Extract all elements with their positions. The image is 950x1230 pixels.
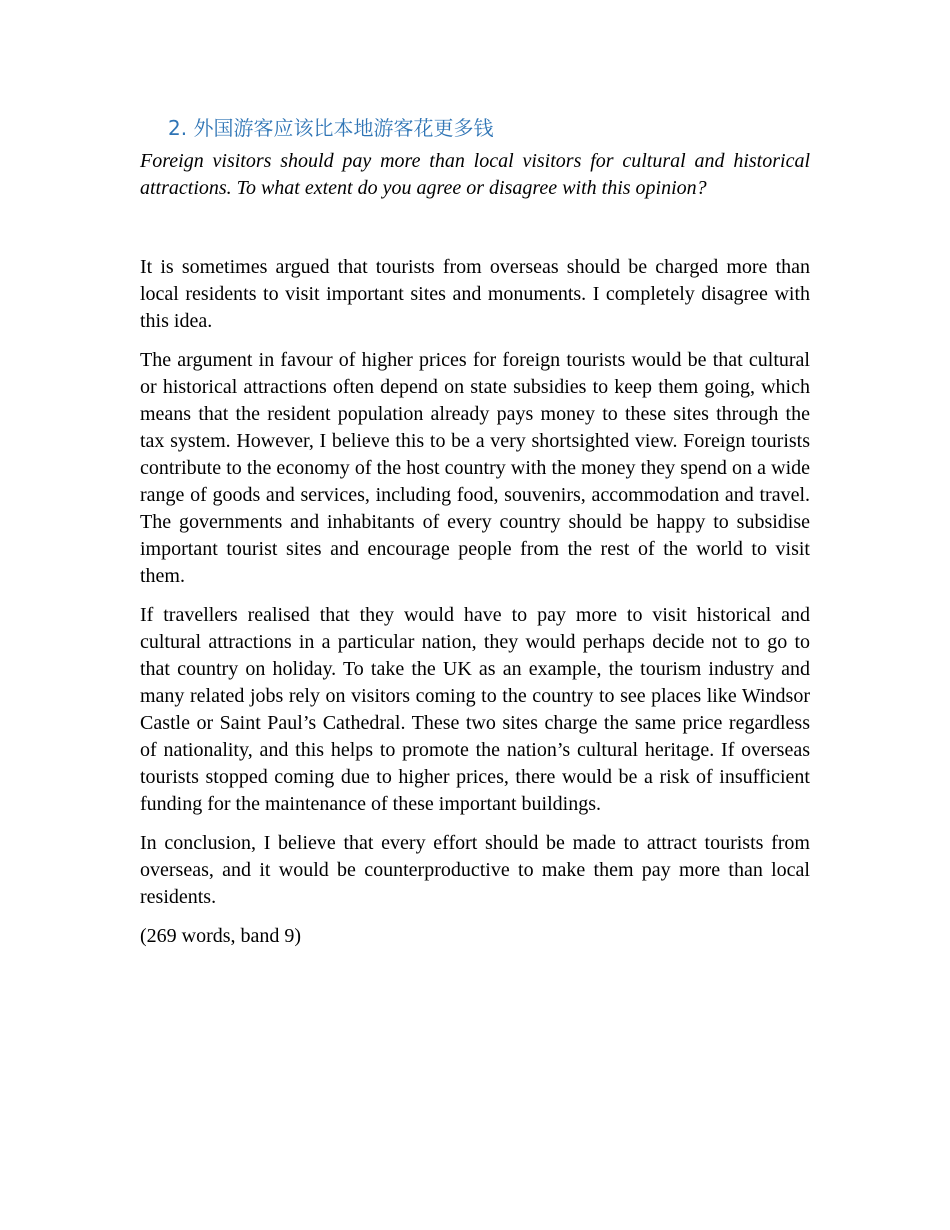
word-count-note: (269 words, band 9)	[140, 925, 302, 947]
essay-paragraph-body-1: The argument in favour of higher prices for foreign tourists would be that cultural or historical attractions often depend on state subsidies to keep them going, which means that the resident population already pays money to these sites through the tax system. However, I believe this to be a very shortsighted view. Foreign tourists contribute to the economy of the host country with the money they spend on a wide range of goods and services, including food, souvenirs, accommodation and travel. The governments and inhabitants of every country should be happy to subsidise important tourist sites and encourage people from the rest of the world to visit them.	[140, 349, 810, 587]
essay-paragraph-introduction: It is sometimes argued that tourists from overseas should be charged more than local residents to visit important sites and monuments. I completely disagree with this idea.	[140, 256, 810, 332]
essay-paragraph-conclusion: In conclusion, I believe that every effort should be made to attract tourists from overseas, and it would be counterproductive to make them pay more than local residents.	[140, 832, 810, 908]
section-heading: 2. 外国游客应该比本地游客花更多钱	[168, 116, 494, 140]
essay-paragraph-body-2: If travellers realised that they would have to pay more to visit historical and cultural attractions in a particular nation, they would perhaps decide not to go to that country on holiday. To take the UK as an example, the tourism industry and many related jobs rely on visitors coming to the country to see places like Windsor Castle or Saint Paul’s Cathedral. These two sites charge the same price regardless of nationality, and this helps to promote the nation’s cultural heritage. If overseas tourists stopped coming due to higher prices, there would be a risk of insufficient funding for the maintenance of these important buildings.	[140, 604, 810, 815]
document-body	[140, 112, 810, 950]
essay-question: Foreign visitors should pay more than local visitors for cultural and historical attractions. To what extent do you agree or disagree with this opinion?	[140, 150, 810, 199]
